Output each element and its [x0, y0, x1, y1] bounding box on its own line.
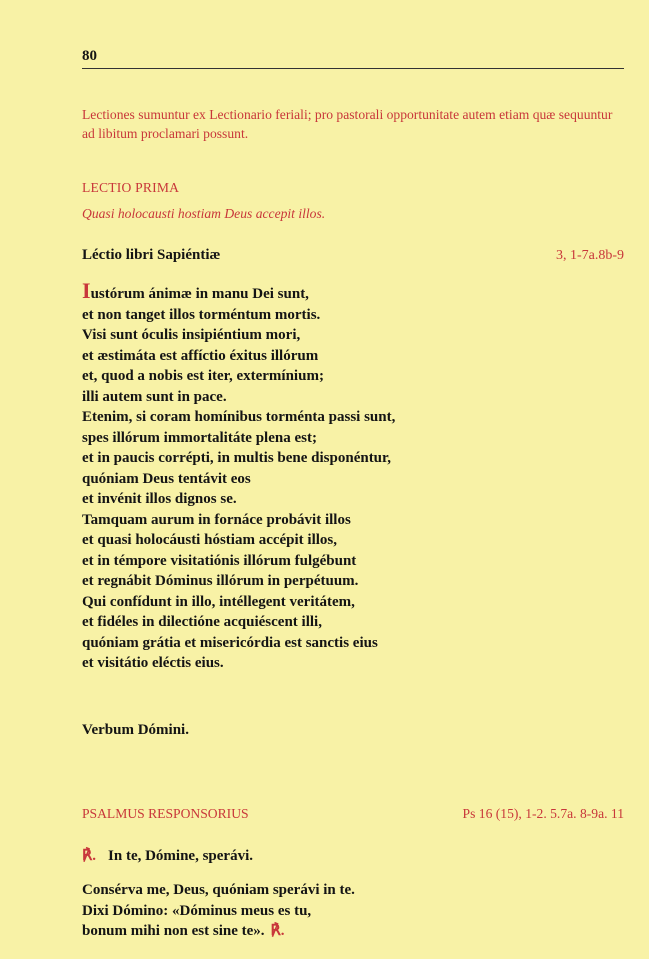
psalm-response [82, 846, 253, 865]
verse-line: et æstimáta est affíctio éxitus illórum [82, 347, 319, 364]
header-rule [82, 68, 624, 69]
psalm-heading: PSALMUS RESPONSORIUS [82, 806, 249, 821]
verse-line: et, quod a nobis est iter, extermínium; [82, 368, 324, 384]
psalm-text [82, 880, 624, 942]
response-symbol-icon: ℟. [270, 923, 285, 939]
verse-line: et fidéles in dilectióne acquiéscent illi, [82, 614, 322, 630]
reading-closing: Verbum Dómini. [82, 722, 189, 738]
verse-line: Qui confídunt in illo, intéllegent veritátem, [82, 593, 355, 610]
response-symbol-icon: ℟. [82, 848, 97, 864]
verse-line: Etenim, si coram homínibus torménta passi sunt, [82, 409, 396, 425]
reading-summary: Quasi holocausti hostiam Deus accepit illos. [82, 206, 326, 221]
psalm-reference: Ps 16 (15), 1-2. 5.7a. 8-9a. 11 [462, 806, 624, 821]
verse-line: spes illórum immortalitáte plena est; [82, 429, 317, 446]
verse-line: Tamquam aurum in fornáce probávit illos [82, 511, 351, 528]
first-line-text: ustórum ánimæ in manu Dei sunt, [90, 286, 309, 302]
page-number: 80 [82, 48, 97, 64]
verse-line: et quasi holocáusti hóstiam accépit illos, [82, 532, 338, 548]
reading-title: Léctio libri Sapiéntiæ [82, 247, 221, 263]
verse-line: Visi sunt óculis insipiéntium mori, [82, 327, 301, 343]
verse-line: et in témpore visitatiónis illórum fulgébunt [82, 552, 357, 569]
lectio-heading: LECTIO PRIMA [82, 180, 180, 195]
verse-line: quóniam Deus tentávit eos [82, 470, 251, 487]
verse-line: illi autem sunt in pace. [82, 388, 227, 405]
reading-text [82, 278, 624, 674]
verse-line [82, 278, 624, 305]
rubric-intro: Lectiones sumuntur ex Lectionario feriali; pro pastorali opportunitate autem etiam quæ sequuntur ad libitum proclamari possunt. [82, 107, 613, 141]
psalm-line-text: bonum mihi non est sine te». [82, 923, 265, 939]
verse-line: quóniam grátia et misericórdia est sanctis eius [82, 634, 378, 651]
page [82, 0, 624, 959]
verse-line: et in paucis corrépti, in multis bene disponéntur, [82, 450, 392, 466]
reading-reference: 3, 1-7a.8b-9 [555, 248, 624, 263]
psalm-line: Dixi Dómino: «Dóminus meus es tu, [82, 902, 312, 919]
verse-line: et non tanget illos torméntum mortis. [82, 306, 321, 323]
verse-line: et regnábit Dóminus illórum in perpétuum. [82, 573, 359, 589]
psalm-line [82, 921, 624, 942]
verse-line: et visitátio eléctis eius. [82, 655, 224, 671]
drop-initial: I [82, 278, 91, 303]
response-text: In te, Dómine, sperávi. [108, 848, 254, 864]
verse-line: et invénit illos dignos se. [82, 491, 237, 507]
psalm-line: Consérva me, Deus, quóniam sperávi in te. [82, 882, 355, 898]
